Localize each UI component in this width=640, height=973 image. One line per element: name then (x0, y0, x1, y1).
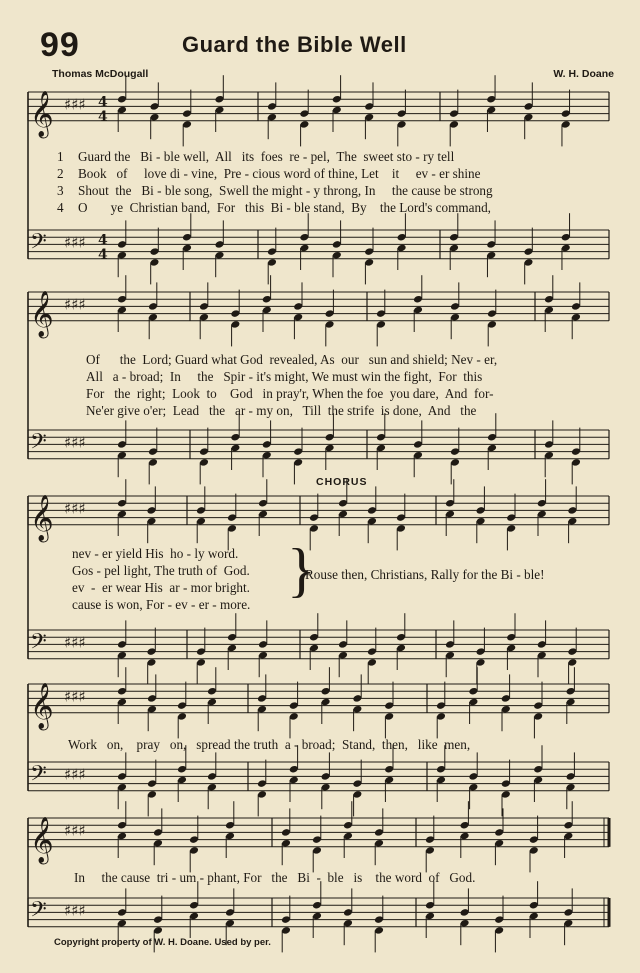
lyric-line: For the right; Look to God in pray'r, When the foe you dare, And for- (86, 386, 494, 401)
treble-clef-icon: 𝄞 (30, 90, 54, 137)
treble-clef-icon: 𝄞 (30, 682, 54, 729)
treble-clef-icon: 𝄞 (30, 290, 54, 337)
composer-credit: W. H. Doane (553, 68, 614, 80)
time-signature: 4 (98, 246, 108, 263)
lyric-line: All a - broad; In the Spir - it's might, We must win the fight, For this (86, 369, 483, 384)
lyric-line: cause is won, For - ev - er - more. (72, 597, 251, 612)
time-signature: 4 (98, 94, 108, 111)
lyric-line: O ye Christian band, For this Bi - ble stand, By the Lord's command, (78, 200, 491, 215)
bass-clef-icon: 𝄢 (30, 897, 47, 928)
hymn-number: 99 (40, 26, 80, 64)
lyric-line: Gos - pel light, The truth of God. (72, 563, 250, 578)
lyric-line: Guard the Bi - ble well, All its foes re - pel, The sweet sto - ry tell (78, 149, 455, 164)
verse-number: 3 (57, 183, 64, 198)
copyright-notice: Copyright property of W. H. Doane. Used by per. (54, 937, 271, 948)
chorus-lyric-line: Work on, pray on, spread the truth a - broad; Stand, then, like men, (68, 737, 471, 752)
treble-clef-icon: 𝄞 (30, 816, 54, 863)
chorus-lyric-line: In the cause tri - um - phant, For the Bi - ble is the word of God. (74, 870, 476, 885)
key-signature-icon: ♯♯♯ (64, 295, 86, 314)
lyric-line: Book of love di - vine, Pre - cious word of thine, Let it ev - er shine (78, 166, 481, 181)
verse-number: 4 (57, 200, 64, 215)
key-signature-icon: ♯♯♯ (64, 499, 86, 518)
bass-clef-icon: 𝄢 (30, 229, 47, 260)
bass-clef-icon: 𝄢 (30, 629, 47, 660)
lyric-line: Of the Lord; Guard what God revealed, As our sun and shield; Nev - er, (86, 352, 498, 367)
key-signature-icon: ♯♯♯ (64, 95, 86, 114)
verse-number: 2 (57, 166, 64, 181)
key-signature-icon: ♯♯♯ (64, 765, 86, 784)
bass-clef-icon: 𝄢 (30, 761, 47, 792)
lyric-line: Ne'er give o'er; Lead the ar - my on, Till the strife is done, And the (86, 403, 477, 418)
key-signature-icon: ♯♯♯ (64, 233, 86, 252)
key-signature-icon: ♯♯♯ (64, 687, 86, 706)
author-credit: Thomas McDougall (52, 68, 149, 80)
treble-clef-icon: 𝄞 (30, 494, 54, 541)
verse-number: 1 (57, 149, 64, 164)
lyric-line: ev - er wear His ar - mor bright. (72, 580, 250, 595)
hymn-title: Guard the Bible Well (182, 32, 407, 57)
key-signature-icon: ♯♯♯ (64, 821, 86, 840)
lyric-line: Shout the Bi - ble song, Swell the might - y throng, In the cause be strong (78, 183, 493, 198)
key-signature-icon: ♯♯♯ (64, 901, 86, 920)
time-signature: 4 (98, 108, 108, 125)
key-signature-icon: ♯♯♯ (64, 633, 86, 652)
lyric-line: nev - er yield His ho - ly word. (72, 546, 239, 561)
key-signature-icon: ♯♯♯ (64, 433, 86, 452)
chorus-label: CHORUS (316, 476, 368, 488)
verse-brace: } (287, 537, 316, 603)
time-signature: 4 (98, 232, 108, 249)
chorus-lyric-line: Rouse then, Christians, Rally for the Bi - ble! (305, 567, 545, 582)
bass-clef-icon: 𝄢 (30, 429, 47, 460)
